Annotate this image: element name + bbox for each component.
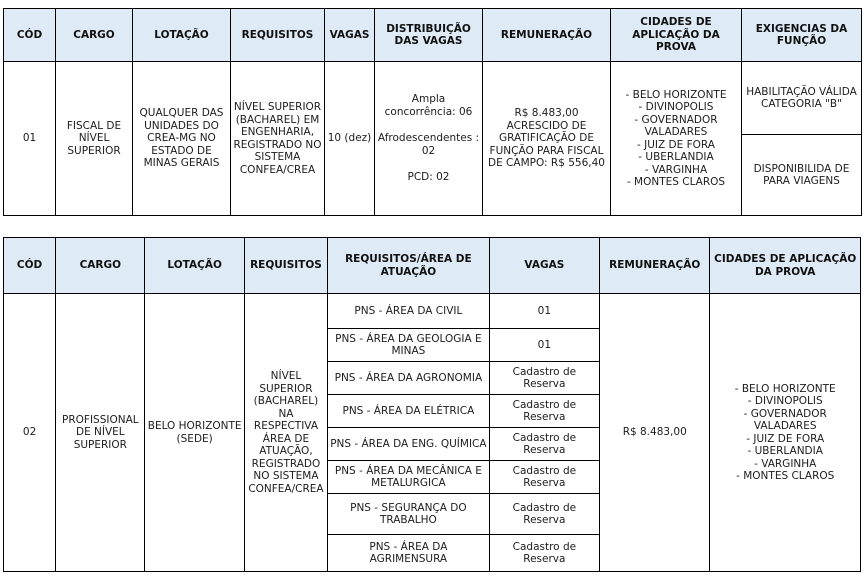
cell-area: PNS - ÁREA DA AGRIMENSURA: [328, 535, 490, 572]
cidade-item: - VARGINHA: [754, 457, 817, 470]
cell-cargo: PROFISSIONAL DE NÍVEL SUPERIOR: [56, 294, 145, 572]
cell-area-vagas: Cadastro de Reserva: [489, 494, 599, 535]
cell-cargo: FISCAL DE NÍVEL SUPERIOR: [56, 62, 133, 216]
header-vagas: VAGAS: [325, 9, 375, 62]
cidade-item: - GOVERNADOR VALADARES: [634, 113, 718, 138]
header-cod: CÓD: [4, 238, 56, 294]
cell-lotacao: [133, 62, 231, 216]
table-row: [4, 294, 861, 329]
cell-area: PNS - ÁREA DA MECÂNICA E METALURGICA: [328, 461, 490, 494]
cell-area-vagas: Cadastro de Reserva: [489, 535, 599, 572]
header-remuneracao: REMUNERAÇÃO: [600, 238, 710, 294]
header-vagas: VAGAS: [489, 238, 599, 294]
cell-exigencia-viagens: DISPONIBILIDA DE PARA VIAGENS: [742, 135, 862, 216]
cell-area-vagas: 01: [489, 329, 599, 362]
cidade-item: - DIVINOPOLIS: [747, 395, 823, 407]
header-lotacao: LOTAÇÃO: [145, 238, 244, 294]
cidade-item: - JUIZ DE FORA: [746, 432, 825, 445]
cell-area-vagas: Cadastro de Reserva: [489, 395, 599, 428]
header-lotacao: LOTAÇÃO: [133, 9, 231, 62]
cell-cod: 02: [4, 294, 56, 572]
cell-remuneracao: R$ 8.483,00: [600, 294, 710, 572]
table-row: [4, 62, 862, 135]
header-requisitos: REQUISITOS: [231, 9, 325, 62]
cidade-item: - MONTES CLAROS: [626, 176, 726, 188]
cidade-item: - DIVINOPOLIS: [638, 101, 714, 113]
cell-area: PNS - ÁREA DA GEOLOGIA E MINAS: [328, 329, 490, 362]
cell-area: PNS - ÁREA DA ELÉTRICA: [328, 395, 490, 428]
cell-requisitos: NÍVEL SUPERIOR (BACHAREL) EM ENGENHARIA, REGISTRADO NO SISTEMA CONFEA/CREA: [231, 62, 325, 216]
cell-area: PNS - ÁREA DA AGRONOMIA: [328, 362, 490, 395]
cell-area-vagas: Cadastro de Reserva: [489, 461, 599, 494]
cell-area-vagas: Cadastro de Reserva: [489, 362, 599, 395]
cidade-item: - UBERLANDIA: [747, 445, 823, 457]
distribuicao-ampla: Ampla concorrência: 06: [384, 93, 473, 118]
header-remuneracao: REMUNERAÇÃO: [483, 9, 611, 62]
table-header-row: [4, 238, 861, 294]
table-profissional: [3, 237, 861, 572]
cell-area-vagas: 01: [489, 294, 599, 329]
cell-cod: 01: [4, 62, 56, 216]
header-requisitos: REQUISITOS: [244, 238, 327, 294]
header-area-atuacao: REQUISITOS/ÁREA DE ATUAÇÃO: [328, 238, 490, 294]
cell-vagas: 10 (dez): [325, 62, 375, 216]
cell-cidades: [611, 62, 742, 216]
header-cidades: CIDADES DE APLICAÇÃO DA PROVA: [611, 9, 742, 62]
cidade-item: - MONTES CLAROS: [736, 470, 835, 482]
header-distribuicao: DISTRIBUIÇÃO DAS VAGAS: [375, 9, 483, 62]
distribuicao-pcd: PCD: 02: [407, 171, 450, 184]
table-fiscal: [3, 8, 862, 216]
header-cargo: CARGO: [56, 9, 133, 62]
distribuicao-afro: Afrodescendentes : 02: [377, 132, 480, 157]
cidade-item: - UBERLANDIA: [638, 151, 714, 163]
header-cidades: CIDADES DE APLICAÇÃO DA PROVA: [710, 238, 861, 294]
header-cod: CÓD: [4, 9, 56, 62]
lotacao-text: QUALQUER DAS UNIDADES DO CREA-MG NO ESTADO DE MINAS GERAIS: [139, 107, 224, 170]
cell-lotacao: BELO HORIZONTE (SEDE): [145, 294, 244, 572]
cell-cidades: [710, 294, 861, 572]
cell-remuneracao: R$ 8.483,00 ACRESCIDO DE GRATIFICAÇÃO DE FUNÇÃO PARA FISCAL DE CAMPO: R$ 556,40: [483, 62, 611, 216]
cidade-item: - JUIZ DE FORA: [637, 138, 715, 151]
header-exigencias: EXIGENCIAS DA FUNÇÃO: [742, 9, 862, 62]
cell-distribuicao: [375, 62, 483, 216]
cell-area: PNS - ÁREA DA ENG. QUÍMICA: [328, 428, 490, 461]
cell-area: PNS - SEGURANÇA DO TRABALHO: [328, 494, 490, 535]
table-header-row: [4, 9, 862, 62]
cell-exigencia-habilitacao: HABILITAÇÃO VÁLIDA CATEGORIA "B": [742, 62, 862, 135]
cell-area-vagas: Cadastro de Reserva: [489, 428, 599, 461]
cidade-item: - GOVERNADOR VALADARES: [743, 407, 827, 432]
cidade-item: - BELO HORIZONTE: [734, 382, 836, 395]
cell-area: PNS - ÁREA DA CIVIL: [328, 294, 490, 329]
cidade-item: - VARGINHA: [644, 163, 708, 176]
cell-requisitos: NÍVEL SUPERIOR (BACHAREL) NA RESPECTIVA ÁREA DE ATUAÇÃO, REGISTRADO NO SISTEMA CONFEA/CREA: [244, 294, 327, 572]
cidade-item: - BELO HORIZONTE: [625, 88, 727, 101]
header-cargo: CARGO: [56, 238, 145, 294]
